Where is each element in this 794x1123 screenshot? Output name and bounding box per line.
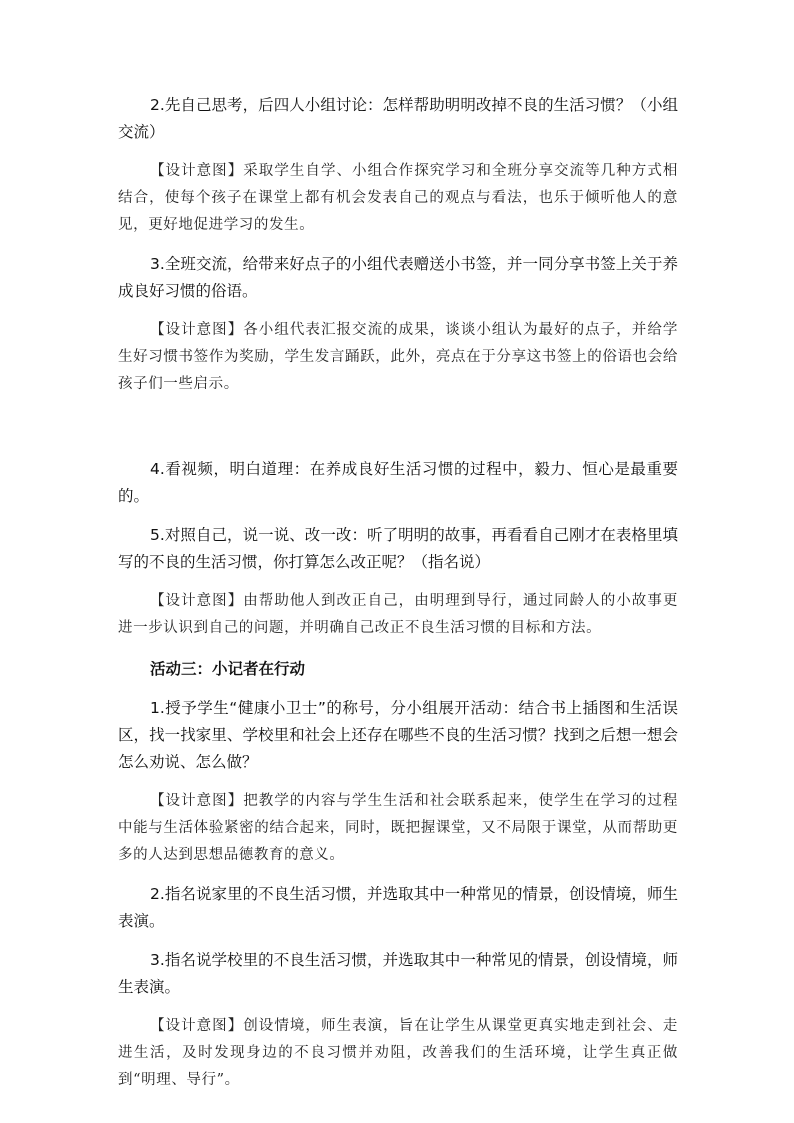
step-2-discussion: 2.先自己思考，后四人小组讨论：怎样帮助明明改掉不良的生活习惯？（小组交流） (118, 96, 678, 141)
design-intent-3: 【设计意图】由帮助他人到改正自己，由明理到导行，通过同龄人的小故事更进一步认识到自己的问题，并明确自己改正不良生活习惯的目标和方法。 (118, 593, 678, 636)
step-5-self-reflection: 5.对照自己，说一说、改一改：听了明明的故事，再看看自己刚才在表格里填写的不良的生活习惯，你打算怎么改正呢？（指名说） (118, 526, 678, 571)
design-intent-4: 【设计意图】把教学的内容与学生生活和社会联系起来，使学生在学习的过程中能与生活体验紧密的结合起来，同时，既把握课堂，又不局限于课堂，从而帮助更多的人达到思想品德教育的意义。 (118, 793, 678, 863)
design-intent-2: 【设计意图】各小组代表汇报交流的成果，谈谈小组认为最好的点子，并给学生好习惯书签作为奖励，学生发言踊跃，此外，亮点在于分享这书签上的俗语也会给孩子们一些启示。 (118, 322, 678, 392)
activity-3-step-1: 1.授予学生“健康小卫士”的称号，分小组展开活动：结合书上插图和生活误区，找一找家里、学校里和社会上还存在哪些不良的生活习惯？找到之后想一想会怎么劝说、怎么做？ (118, 699, 678, 771)
step-3-class-exchange: 3.全班交流，给带来好点子的小组代表赠送小书签，并一同分享书签上关于养成良好习惯的俗语。 (118, 255, 678, 300)
activity-3-heading: 活动三：小记者在行动 (150, 660, 306, 678)
design-intent-5: 【设计意图】创设情境，师生表演，旨在让学生从课堂更真实地走到社会、走进生活，及时发现身边的不良习惯并劝阻，改善我们的生活环境，让学生真正做到“明理、导行”。 (118, 1018, 678, 1088)
activity-3-step-3: 3.指名说学校里的不良生活习惯，并选取其中一种常见的情景，创设情境，师生表演。 (118, 951, 678, 996)
activity-3-step-2: 2.指名说家里的不良生活习惯，并选取其中一种常见的情景，创设情境，师生表演。 (118, 885, 678, 930)
step-4-video: 4.看视频，明白道理：在养成良好生活习惯的过程中，毅力、恒心是最重要的。 (118, 460, 678, 505)
design-intent-1: 【设计意图】采取学生自学、小组合作探究学习和全班分享交流等几种方式相结合，使每个孩子在课堂上都有机会发表自己的观点与看法，也乐于倾听他人的意见，更好地促进学习的发生。 (118, 163, 678, 233)
document-body (118, 92, 678, 1094)
